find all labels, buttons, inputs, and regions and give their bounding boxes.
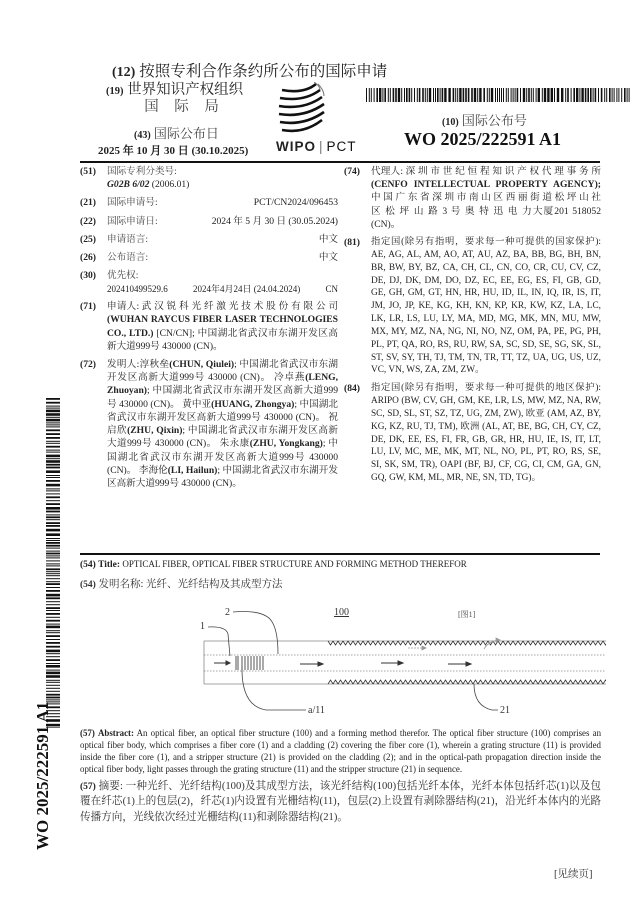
field-74-agent: (74) 代理人: 深 圳 市 世 纪 恒 程 知 识 产 权 代 理 事 务 所 (CENFO INTELLECTUAL PROPERTY AGENCY); 中 国 广 东 省 深 圳 市 南 山 区 西 丽 街 道 松 坪 山 社 区 松 坪 山 路 3 号 奥 特 迅 电 力大厦201 518052 (CN)。 [344,166,602,230]
document-type-title: (12) 按照专利合作条约所公布的国际申请 [112,63,388,80]
field-51-ipc: (51) 国际专利分类号: G02B 6/02 (2006.01) [80,166,190,191]
fiber-diagram [196,606,606,718]
label-fiber-core: 1 [200,621,205,632]
field-84-designated-regions: (84) 指定国(除另有指明，要求每一种可提供的地区保护): ARIPO (BW, CV, GH, GM, KE, LR, LS, MW, MZ, NA, RW, SC, SD, SL, ST, SZ, TZ, UG, ZM, ZW), 欧亚 (AM, AZ, BY, KG, KZ, RU, TJ, TM), 欧洲 (AL, AT, BE, BG, CH, CY, CZ, DE, DK, EE, ES, FI, FR, GB, GR, HR, HU, IE, IS, IT, LT, LU, LV, MC, ME, MK, MT, NL, NO, PL, PT, RO, RS, SE, SI, SK, SM, TR), OAPI (BF, BJ, CF, CG, CI, CM, GA, GN, GQ, GW, KM, ML, MR, NE, SN, TD, TG)。 [344,383,601,484]
field-30-priority: (30) 优先权: 202410499529.6 2024年4月24日 (24.04.2024) CN [80,270,338,294]
bibliographic-right-column [344,165,601,490]
light-arrows [214,661,471,666]
organization-name: (19) 世界知识产权组织 国 际 局 [106,82,244,115]
label-grating: a/11 [308,705,325,716]
bibliographic-left-column [80,165,338,495]
field-22-filing-date: (22) 国际申请日: 2024 年 5 月 30 日 (30.05.2024) [80,215,338,227]
publication-number: WO 2025/222591 A1 [404,129,562,149]
continued-on-next-page: [见续页] [554,869,593,880]
patent-figure [196,606,606,718]
field-71-applicant: (71) 申请人: 武 汉 锐 科 光 纤 激 光 技 术 股 份 有 限 公 司 (WUHAN RAYCUS FIBER LASER TECHNOLOGIES CO., LTD.) [CN/CN]; 中国湖北省武汉市东湖开发区高新大道999号 430000 (CN)。 [80,301,338,352]
field-21-application-number: (21) 国际申请号: PCT/CN2024/096453 [80,197,338,209]
side-barcode-icon [46,398,60,728]
publication-date-label: (43) 国际公布日 [134,126,219,141]
publication-date: 2025 年 10 月 30 日 (30.10.2025) [98,145,249,157]
field-26-publication-language: (26) 公布语言: 中文 [80,252,338,264]
wipo-pct-logo-text: WIPO | PCT [276,139,357,154]
title-chinese: (54) 发明名称: 光纤、光纤结构及其成型方法 [80,579,283,590]
title-divider [80,553,600,555]
header-divider [80,161,600,163]
title-english: (54) Title: OPTICAL FIBER, OPTICAL FIBER STRUCTURE AND FORMING METHOD THEREFOR [80,559,467,570]
organization-sub: 国 际 局 [144,98,225,115]
field-81-designated-states: (81) 指定国(除另有指明，要求每一种可提供的国家保护): AE, AG, AL, AM, AO, AT, AU, AZ, BA, BB, BG, BH, BN, BR, BW, BY, BZ, CA, CH, CL, CN, CO, CR, CU, CV, CZ, DE, DJ, DK, DM, DO, DZ, EC, EE, EG, ES, FI, GB, GD, GE, GH, GM, GT, HN, HR, HU, ID, IL, IN, IQ, IR, IS, IT, JM, JO, JP, KE, KG, KH, KN, KP, KR, KW, KZ, LA, LC, LK, LR, LS, LU, LY, MA, MD, MG, MK, MN, MU, MW, MX, MY, MZ, NA, NG, NI, NO, NZ, OM, PA, PE, PG, PH, PL, PT, QA, RO, RS, RU, RW, SA, SC, SD, SE, SG, SK, SL, ST, SV, SY, TH, TJ, TM, TN, TR, TT, TZ, UA, UG, US, UZ, VC, VN, WS, ZA, ZM, ZW。 [344,237,601,376]
publication-number-label: (10) 国际公布号 [442,113,527,128]
label-stripper: 21 [500,705,510,716]
abstract-chinese: (57) 摘要: 一种光纤、光纤结构(100)及其成型方法，该光纤结构(100)包括光纤本体，光纤本体包括纤芯(1)以及包覆在纤芯(1)上的包层(2)，纤芯(1)内设置有光栅结构(11)，包层(2)上设置有剥除器结构(21)，沿光纤本体内的光路传播方向，光线依次经过光栅结构(11)和剥除器结构(21)。 [80,781,601,823]
barcode-icon [366,88,630,102]
label-cladding: 2 [225,607,230,618]
side-publication-number: WO 2025/222591 A1 [33,701,52,850]
label-figure-number: [图1] [458,610,476,619]
field-72-inventors: (72) 发明人:淳秋垒(CHUN, Qiulei); 中国湖北省武汉市东湖开发区高新大道999号 430000 (CN)。 冷卓燕(LENG, Zhuoyan); 中国湖北省武汉市东湖开发区高新大道999号 430000 (CN)。 黄中亚(HUANG, Zhongya); 中国湖北省武汉市东湖开发区高新大道999号 430000 (CN)。 祝启欣(ZHU, Qixin); 中国湖北省武汉市东湖开发区高新大道999号 430000 (CN)。 朱永康(ZHU, Yongkang); 中国湖北省武汉市东湖开发区高新大道999号 430000 (CN)。 李海伦(LI, Hailun); 中国湖北省武汉市东湖开发区高新大道999号 430000 (CN)。 [80,358,339,490]
field-25-filing-language: (25) 申请语言: 中文 [80,233,338,245]
abstract-english: (57) Abstract: An optical fiber, an optical fiber structure (100) and a forming method therefor. The optical fiber structure (100) comprises an optical fiber body, which comprises a fiber core (1) and a cladding (2) covering the fiber core (1), wherein a grating structure (11) is provided inside the fiber core (1), and a stripper structure (21) is provided on the cladding (2); and in the optical-path propagation direction inside the optical fiber body, light passes through the grating structure (11) and the stripper structure (21) in sequence. [80,728,602,775]
grating-structure [236,656,263,670]
label-fiber-structure: 100 [334,607,349,618]
